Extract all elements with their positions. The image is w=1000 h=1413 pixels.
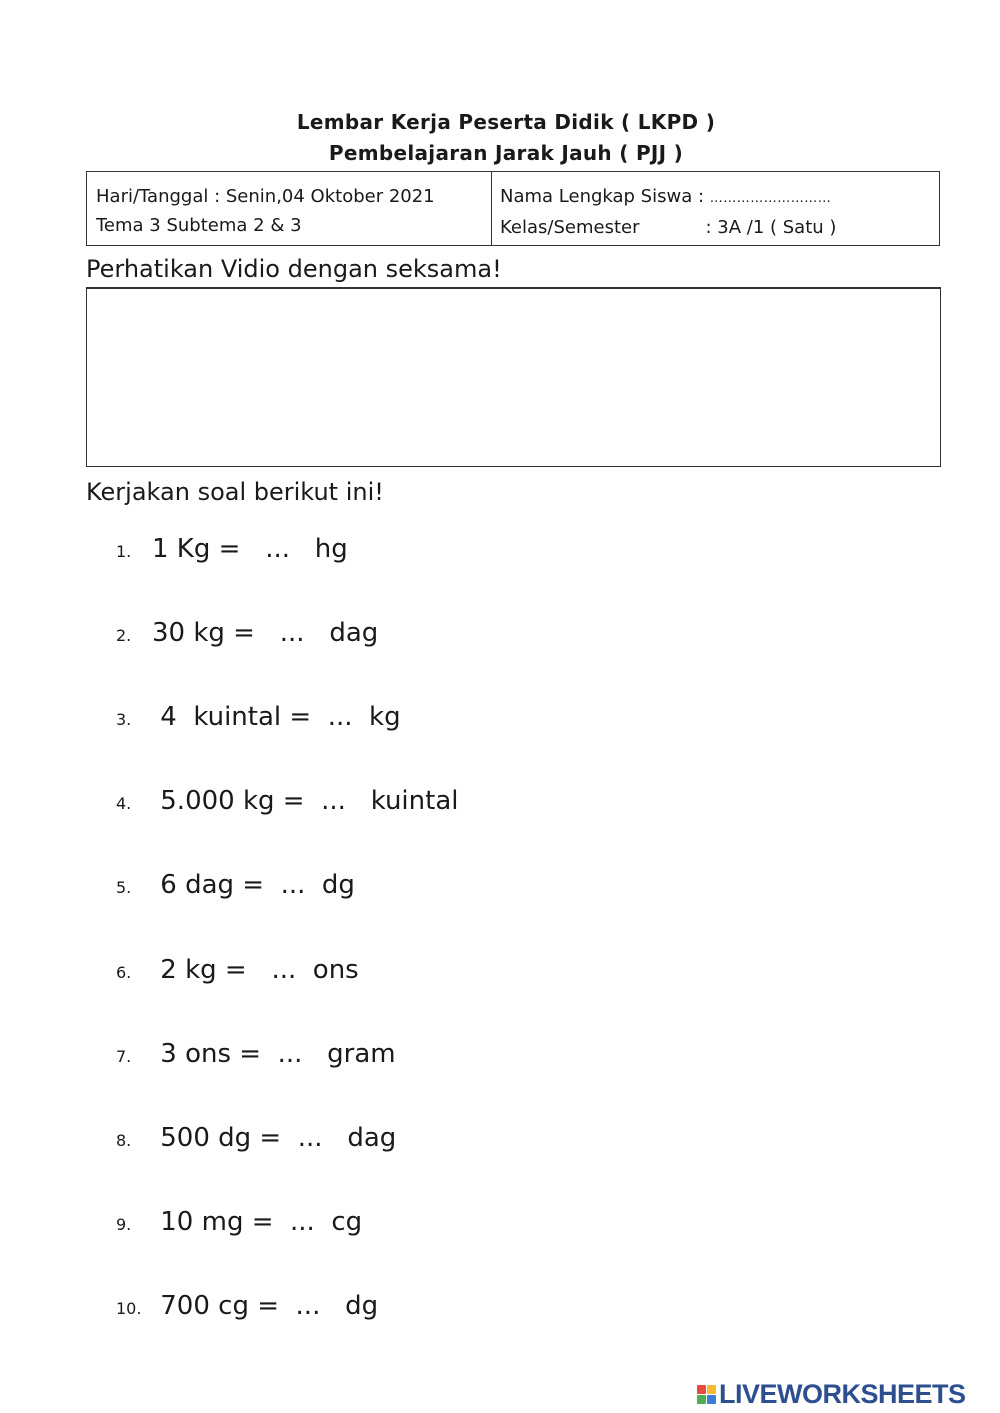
question-number: 5. (116, 878, 132, 897)
question-item (116, 786, 458, 816)
class-label: Kelas/Semester (500, 217, 640, 238)
class-row (500, 213, 939, 242)
question-number: 6. (116, 963, 132, 982)
question-item (116, 702, 401, 732)
question-text: 700 cg = ... dg (152, 1291, 379, 1321)
question-text: 1 Kg = ... hg (152, 534, 348, 564)
info-cell-left (87, 172, 492, 245)
video-frame[interactable] (86, 287, 941, 467)
student-name-row (500, 182, 939, 213)
student-name-label: Nama Lengkap Siswa : (500, 186, 710, 207)
question-item (116, 618, 378, 648)
question-item (116, 1207, 362, 1237)
liveworksheets-logo[interactable] (697, 1381, 966, 1408)
question-number: 3. (116, 710, 132, 729)
question-text: 10 mg = ... cg (152, 1207, 363, 1237)
question-text: 500 dg = ... dag (152, 1123, 397, 1153)
question-number: 4. (116, 794, 132, 813)
question-number: 2. (116, 626, 132, 645)
question-text: 5.000 kg = ... kuintal (152, 786, 459, 816)
questions-instruction: Kerjakan soal berikut ini! (86, 478, 384, 506)
question-text: 6 dag = ... dg (152, 870, 355, 900)
question-item (116, 870, 355, 900)
question-number: 7. (116, 1047, 132, 1066)
question-item (116, 1039, 396, 1069)
question-item (116, 1123, 396, 1153)
question-item (116, 534, 348, 564)
student-name-blank[interactable]: ……………………… (709, 191, 832, 206)
worksheet-subtitle: Pembelajaran Jarak Jauh ( PJJ ) (328, 141, 684, 165)
question-text: 2 kg = ... ons (152, 955, 359, 985)
liveworksheets-logo-icon (697, 1385, 716, 1404)
class-value: : 3A /1 ( Satu ) (705, 217, 837, 238)
question-text: 30 kg = ... dag (152, 618, 379, 648)
question-item (116, 1291, 378, 1321)
date-text: Hari/Tanggal : Senin,04 Oktober 2021 (96, 186, 435, 207)
theme-text: Tema 3 Subtema 2 & 3 (96, 215, 302, 236)
question-text: 3 ons = ... gram (152, 1039, 396, 1069)
video-instruction: Perhatikan Vidio dengan seksama! (86, 255, 502, 283)
question-number: 10. (116, 1299, 142, 1318)
worksheet-title: Lembar Kerja Peserta Didik ( LKPD ) (296, 110, 716, 134)
question-number: 1. (116, 542, 132, 561)
question-text: 4 kuintal = ... kg (152, 702, 401, 732)
question-item (116, 955, 359, 985)
info-cell-right (492, 172, 939, 245)
question-number: 8. (116, 1131, 132, 1150)
liveworksheets-wordmark: LIVEWORKSHEETS (719, 1379, 966, 1409)
info-table (86, 171, 940, 246)
question-number: 9. (116, 1215, 132, 1234)
